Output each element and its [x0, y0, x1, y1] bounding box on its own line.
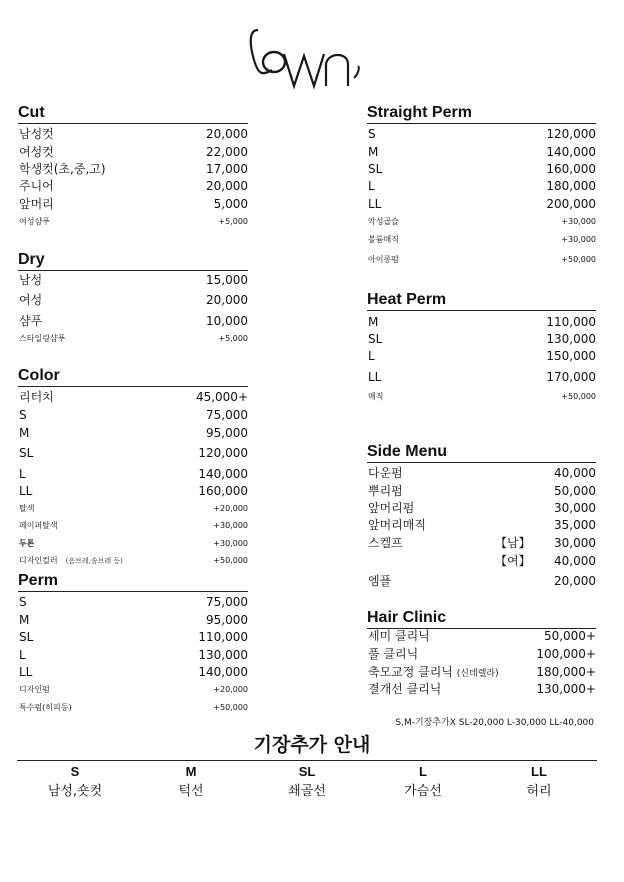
cut-title: Cut [18, 104, 248, 124]
menu-item: L 180,000 [368, 179, 596, 193]
menu-item: L 150,000 [368, 349, 596, 363]
menu-item: 앞머리 5,000 [19, 197, 248, 211]
menu-item: 축모교정 클리닉 (신데렐라) 180,000+ [368, 665, 596, 679]
guide-value: 남성,숏컷 [47, 784, 103, 799]
menu-item: M 95,000 [19, 426, 248, 440]
menu-item: 여성샴푸 +5,000 [19, 217, 248, 226]
menu-item: 디자인컬러 (옴브레,솜브레 등) +50,000 [19, 556, 248, 565]
menu-item: 뿌리펌 50,000 [368, 484, 596, 498]
guide-header: L [419, 764, 427, 779]
menu-item: M 140,000 [368, 145, 596, 159]
menu-item: LL 160,000 [19, 484, 248, 498]
menu-item: 특수펌(히피등) +50,000 [19, 703, 248, 712]
length-guide-table [17, 760, 597, 799]
menu-item: 【여】 40,000 [495, 554, 596, 568]
dry-title: Dry [18, 251, 248, 271]
menu-item: SL 120,000 [19, 446, 248, 460]
menu-item: 샴푸 10,000 [19, 314, 248, 328]
menu-item: 여성 20,000 [19, 293, 248, 307]
guide-value: 쇄골선 [288, 784, 326, 799]
heat-perm-title: Heat Perm [367, 291, 596, 311]
color-title: Color [18, 367, 248, 387]
guide-header: LL [531, 764, 547, 779]
color-section [18, 367, 248, 565]
menu-item: LL 140,000 [19, 665, 248, 679]
menu-item: LL 170,000 [368, 370, 596, 384]
menu-item: S 75,000 [19, 408, 248, 422]
menu-item: 앞머리펌 30,000 [368, 501, 596, 515]
menu-item: 스타일링샴푸 +5,000 [19, 334, 248, 343]
perm-title: Perm [18, 572, 248, 592]
menu-item: SL 160,000 [368, 162, 596, 176]
guide-header: M [185, 764, 197, 779]
hair-clinic-title: Hair Clinic [367, 609, 596, 629]
menu-item: 리터치 45,000+ [19, 390, 248, 404]
menu-item: 결개선 클리닉 130,000+ [368, 682, 596, 696]
menu-item: 아이롱펌 +50,000 [368, 255, 596, 264]
menu-item: 남성 15,000 [19, 273, 248, 287]
menu-item: 엠플 20,000 [368, 574, 596, 588]
side-menu-title: Side Menu [367, 443, 596, 463]
menu-item: 세미 클리닉 50,000+ [368, 629, 596, 643]
menu-item: L 140,000 [19, 467, 248, 481]
menu-item: 풀 클리닉 100,000+ [368, 647, 596, 661]
guide-header: SL [298, 764, 316, 779]
menu-item: 앞머리매직 35,000 [368, 518, 596, 532]
heat-perm-section [367, 291, 596, 401]
guide-value: 턱선 [178, 784, 204, 799]
menu-item: 다운펌 40,000 [368, 466, 596, 480]
menu-item: 페이퍼탈색 +30,000 [19, 521, 248, 530]
menu-item: 여성컷 22,000 [19, 145, 248, 159]
menu-item: 볼륨매직 +30,000 [368, 235, 596, 244]
menu-item: SL 130,000 [368, 332, 596, 346]
menu-item: LL 200,000 [368, 197, 596, 211]
length-surcharge-note: S,M-기장추가X SL-20,000 L-30,000 LL-40,000 [395, 718, 594, 728]
cut-section [18, 104, 248, 226]
menu-item: M 110,000 [368, 315, 596, 329]
menu-item: 디자인펌 +20,000 [19, 685, 248, 694]
menu-item: 매직 +50,000 [368, 392, 596, 401]
straight-perm-title: Straight Perm [367, 104, 596, 124]
guide-header: S [70, 764, 80, 779]
brand-logo [244, 24, 374, 94]
length-guide-title: 기장추가 안내 [253, 734, 371, 756]
menu-item: S 120,000 [368, 127, 596, 141]
menu-item: SL 110,000 [19, 630, 248, 644]
menu-item: 남성컷 20,000 [19, 127, 248, 141]
menu-item: L 130,000 [19, 648, 248, 662]
menu-item: M 95,000 [19, 613, 248, 627]
hair-clinic-section [367, 609, 596, 696]
guide-value: 가슴선 [404, 784, 442, 799]
straight-perm-section [367, 104, 596, 264]
menu-item: 주니어 20,000 [19, 179, 248, 193]
menu-item: 탈색 +20,000 [19, 504, 248, 513]
menu-item: S 75,000 [19, 595, 248, 609]
menu-item: 두톤 +30,000 [19, 539, 248, 548]
menu-item: 스켈프 【남】 30,000 [368, 536, 596, 550]
menu-item: 학생컷(초,중,고) 17,000 [19, 162, 248, 176]
dry-section [18, 251, 248, 343]
perm-section [18, 572, 248, 712]
guide-value: 허리 [526, 784, 552, 799]
side-menu-section [367, 443, 596, 588]
menu-item: 악성곱슬 +30,000 [368, 217, 596, 226]
